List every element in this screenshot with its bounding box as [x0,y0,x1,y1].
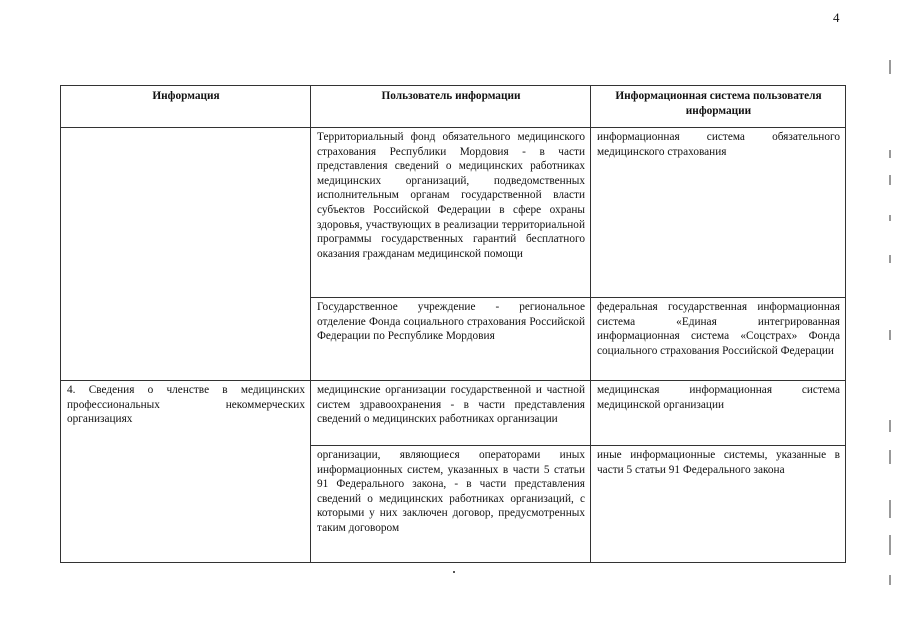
table-header-row [61,86,846,128]
user-cell: организации, являющиеся операторами иных информационных систем, указанных в части 5 статьи 91 Федерального закона, - в части представления сведений о медицинских работниках организаций, с которыми у них заключен договор, предусмотренных таким договором [311,446,591,563]
system-cell: федеральная государственная информационная система «Единая интегрированная информационная система «Соцстрах» Фонда социального страхования Российской Федерации [591,298,846,381]
table-row [61,128,846,298]
header-information: Информация [61,86,311,128]
info-table [60,85,846,563]
page-number: 4 [833,10,840,25]
information-cell-empty [61,128,311,381]
user-cell: медицинские организации государственной и частной систем здравоохранения - в части представления сведений о медицинских работниках организации [311,381,591,446]
user-cell: Государственное учреждение - региональное отделение Фонда социального страхования Российской Федерации по Республике Мордовия [311,298,591,381]
header-user-information-system: Информационная система пользователя информации [591,86,846,128]
user-cell: Территориальный фонд обязательного медицинского страхования Республики Мордовия - в части представления сведений о медицинских работниках медицинских организаций, подведомственных исполнительным органам государственной власти субъектов Российской Федерации в сфере охраны здоровья, участвующих в реализации территориальной программы государственных гарантий бесплатного оказания гражданам медицинской помощи [311,128,591,298]
header-information-user: Пользователь информации [311,86,591,128]
system-cell: медицинская информационная система медицинской организации [591,381,846,446]
scan-edge-marks [889,0,895,640]
scan-dot [453,571,455,573]
system-cell: иные информационные системы, указанные в части 5 статьи 91 Федерального закона [591,446,846,563]
system-cell: информационная система обязательного медицинского страхования [591,128,846,298]
table-row [61,381,846,446]
information-cell: 4. Сведения о членстве в медицинских профессиональных некоммерческих организациях [61,381,311,563]
